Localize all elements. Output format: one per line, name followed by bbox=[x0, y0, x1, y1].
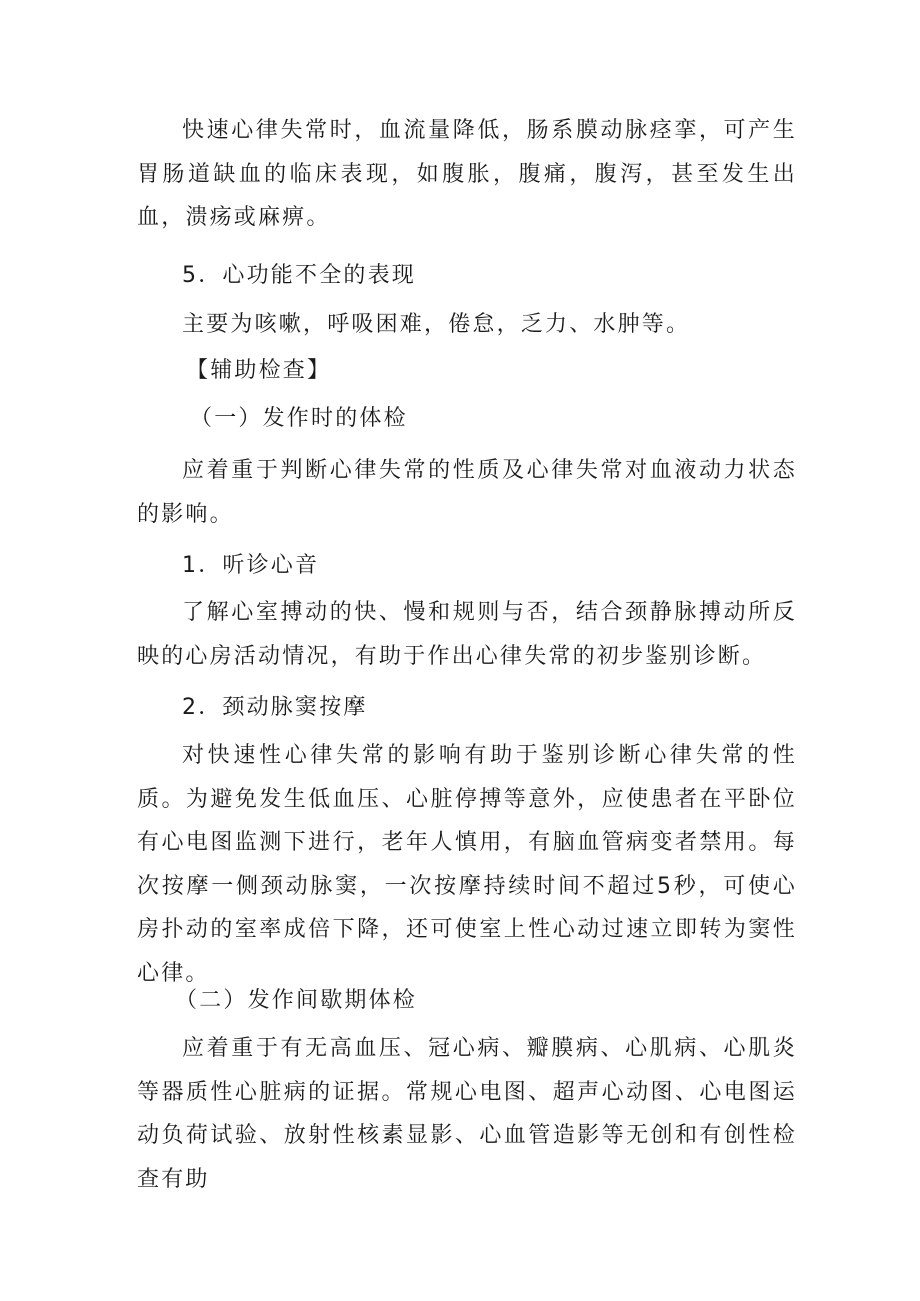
paragraph-attack-exam: 应着重于判断心律失常的性质及心律失常对血液动力状态的影响。 bbox=[137, 458, 797, 527]
heading-carotid-massage: 2．颈动脉窦按摩 bbox=[182, 695, 368, 720]
subsection-title-attack-exam: （一）发作时的体检 bbox=[190, 406, 408, 431]
heading-heart-failure: 5．心功能不全的表现 bbox=[182, 263, 416, 288]
paragraph-carotid-massage: 对快速性心律失常的影响有助于鉴别诊断心律失常的性质。为避免发生低血压、心脏停搏等意外，应使患者在平卧位有心电图监测下进行，老年人慎用，有脑血管病变者禁用。每次按摩一侧颈动脉窦，一次按摩持续时间不超过5秒，可使心房扑动的室率成倍下降，还可使室上性心动过速立即转为窦性心律。 bbox=[137, 743, 797, 986]
subsection-title-interval-exam: （二）发作间歇期体检 bbox=[175, 988, 418, 1013]
section-title-auxiliary-exams: 【辅助检查】 bbox=[186, 358, 332, 383]
paragraph-heart-failure-symptoms: 主要为咳嗽，呼吸困难，倦怠，乏力、水肿等。 bbox=[182, 312, 691, 337]
paragraph-auscultation: 了解心室搏动的快、慢和规则与否，结合颈静脉搏动所反映的心房活动情况，有助于作出心律失常的初步鉴别诊断。 bbox=[137, 600, 797, 669]
heading-auscultation: 1．听诊心音 bbox=[182, 553, 320, 578]
paragraph-interval-exam: 应着重于有无高血压、冠心病、瓣膜病、心肌病、心肌炎等器质性心脏病的证据。常规心电图、超声心动图、心电图运动负荷试验、放射性核素显影、心血管造影等无创和有创性检查有助 bbox=[137, 1036, 797, 1192]
paragraph-gi-symptoms: 快速心律失常时，血流量降低，肠系膜动脉痉挛，可产生胃肠道缺血的临床表现，如腹胀，腹痛，腹泻，甚至发生出血，溃疡或麻痹。 bbox=[137, 118, 797, 230]
